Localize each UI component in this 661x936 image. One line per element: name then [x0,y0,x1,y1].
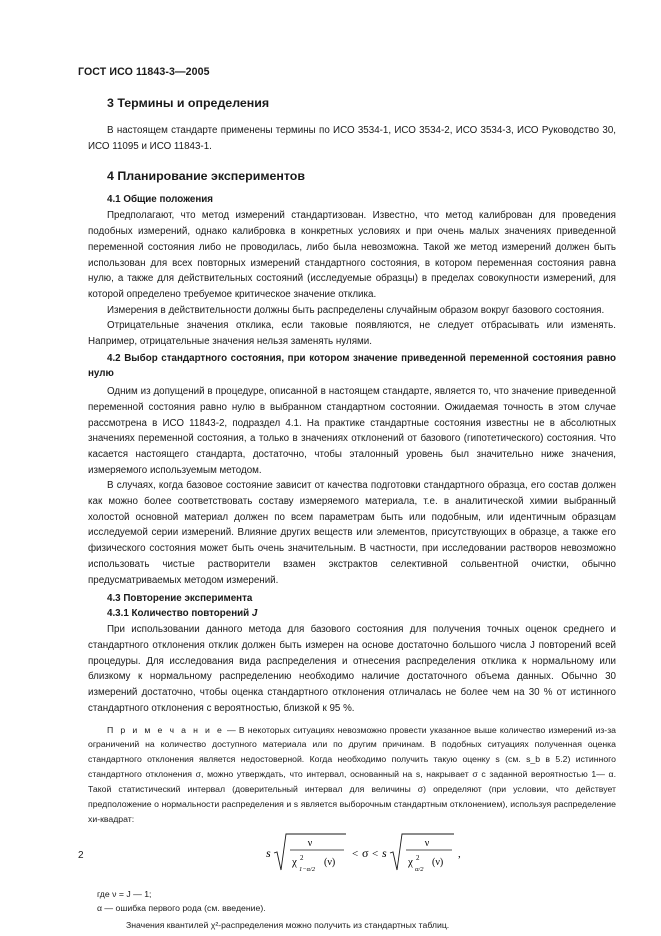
formula-sq-left: 2 [300,853,304,862]
formula-s-right: s [382,845,387,860]
formula-graphic [266,831,466,877]
formula-nu-right: ν [424,837,430,849]
section-4-3-title: 4.3 Повторение эксперимента [107,593,253,605]
note-paragraph: П р и м е ч а н и е — В некоторых ситуациях невозможно провести указанное выше количество измерений из-за ограничений на количество доступного материала или по другим причинам. В подобных ситуациях полученная оценка стандартного отклонения является недостоверной. Когда необходимо получить такую оценку s (см. s_b в 5.2) истинного стандартного отклонения σ, можно утверждать, что интервал, основанный на s, накрывает σ с заданной вероятностью 1— α. Такой статистический интервал (доверительный интервал для величины σ) определяют (при условии, что действует предположение о нормальности распределения и s является выборочным стандартным отклонением), используя распределение хи-квадрат: [88,724,617,824]
formula-chi-left: χ [292,855,297,868]
formula-s-left: s [266,845,271,860]
page-number: 2 [78,850,84,861]
section-4-3-1-paragraph: При использовании данного метода для базового состояния для получения точных оценок среднего и стандартного отклонения отклик должен быть измерен на основе достаточно большого числа J повторений всей процедуры. Для исследования вида распределения и отнесения распределения отклика к нормальному или близкому к нормальному распределению необходимо наличие достаточного объема данных. Обычно 30 измерений достаточно, чтобы оценка стандартного отклонения отличалась не более чем на 30 % от истинного стандартного отклонения с вероятностью, близкой к 95 %. [88,624,616,714]
formula-comma: , [458,847,461,860]
section-4-title: 4 Планирование экспериментов [107,169,305,184]
formula-arg-right: (ν) [432,856,444,868]
document-header: ГОСТ ИСО 11843-3—2005 [78,66,210,78]
section-4-3-1-title: 4.3.1 Количество повторений J [107,608,258,620]
section-4-1-paragraph-2: Измерения в действительности должны быть распределены случайным образом вокруг базового состояния. [107,304,605,316]
where-alpha: α — ошибка первого рода (см. введение). [97,903,266,914]
formula-sub-high: α/2 [415,865,424,873]
formula-lt-1: < [352,847,359,860]
section-4-2-paragraph-2: В случаях, когда базовое состояние зависит от качества подготовки стандартного образца, его состав должен как можно более соответствовать составу измеряемого материала, т.е. в аналитической химии выбранный холостой основной материал должен по всем параметрам быть или подобным, или идентичным образцам исследуемой серии измерений. Влияние других веществ или элементов, присутствующих в образце, а также его физического состояния может быть очень значительным. В частности, при исследовании растворов невозможно использовать чистые растворители взамен экстрактов селективной сольвентной очистки, обычно предусматриваемых методом измерений. [88,480,616,586]
chi-square-formula [88,831,616,881]
formula-sigma: σ [362,845,369,860]
where-nu: где ν = J — 1; [97,888,152,899]
section-4-1-title: 4.1 Общие положения [107,194,214,206]
section-4-2-paragraph-1: Одним из допущений в процедуре, описанной в настоящем стандарте, является то, что значение приведенной переменной состояния равно нулю в выбранном стандартном состоянии. Ожидаемая точность в этом случае рассмотрена в ИСО 11843-2, подраздел 4.1. На практике стандартные состояния известны не в абсолютных значениях переменной состояния, а только в значениях отклонений от базового (гипотетического) состояния. Что касается настоящего стандарта, достаточно, чтобы эталонный уровень был значительно ниже значения, измеряемого используемым методом. [88,386,616,476]
section-3-title: 3 Термины и определения [107,96,270,110]
formula-lt-2: < [372,847,379,860]
sqrt-right [390,834,454,870]
formula-arg-left: (ν) [324,856,336,868]
formula-nu-left: ν [307,837,313,849]
formula-sq-right: 2 [416,853,420,862]
formula-sub-low: 1−α/2 [299,865,316,873]
section-4-2-title: 4.2 Выбор стандартного состояния, при котором значение приведенной переменной состояния равно нулю [88,352,616,380]
section-4-1-paragraph-3: Отрицательные значения отклика, если таковые появляются, не следует отбрасывать или изменять. Например, отрицательные значения нельзя заменять нулями. [88,320,616,348]
section-4-1-paragraph-1: Предполагают, что метод измерений стандартизован. Известно, что метод калиброван для проведения подобных измерений, однако калибровка в конкретных условиях и при очень малых значениях приведенной переменной состояния либо не проводилась, либо была невозможна. Такой же метод измерений должен быть использован для всех повторных измерений стандартного состояния, в котором переменная состояния равна нулю, а также для действительных состояний (исследуемые образцы) в пределах совокупности измерений, для которой определено требуемое критическое значение отклика. [88,210,616,300]
quantiles-note: Значения квантилей χ²-распределения можно получить из стандартных таблиц. [126,919,450,930]
document-body [88,96,616,932]
section-3-paragraph: В настоящем стандарте применены термины по ИСО 3534-1, ИСО 3534-2, ИСО 3534-3, ИСО Руководство 30, ИСО 11095 и ИСО 11843-1. [88,125,616,152]
formula-chi-right: χ [408,855,413,868]
